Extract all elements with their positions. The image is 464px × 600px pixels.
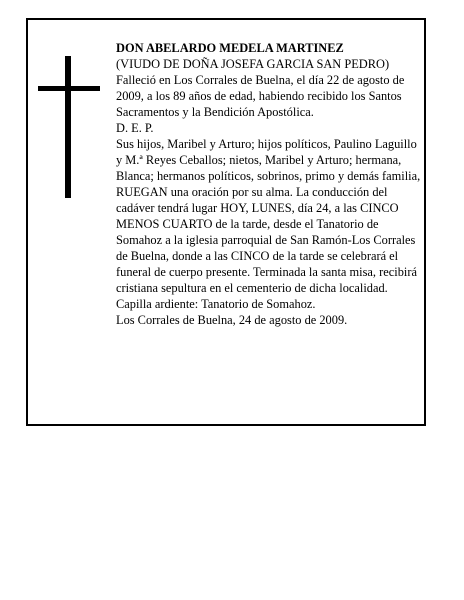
widower-line: (VIUDO DE DOÑA JOSEFA GARCIA SAN PEDRO)	[116, 57, 390, 71]
place-and-date: Los Corrales de Buelna, 24 de agosto de 2009.	[116, 313, 348, 327]
cross-vertical-bar	[65, 56, 71, 198]
latin-cross-icon	[38, 56, 102, 198]
dep-line: D. E. P.	[116, 121, 154, 135]
deceased-name: DON ABELARDO MEDELA MARTINEZ	[116, 41, 344, 55]
obituary-notice	[26, 18, 426, 426]
funeral-request: RUEGAN una oración por su alma. La conducción del cadáver tendrá lugar HOY, LUNES, día 24, a las CINCO MENOS CUARTO de la tarde, desde el Tanatorio de Somahoz a la iglesia parroquial de San Ramón-Los Corrales de Buelna, donde a las CINCO de la tarde se celebrará el funeral de cuerpo presente. Terminada la santa misa, recibirá cristiana sepultura en el cementerio de dicha localidad. Capilla ardiente: Tanatorio de Somahoz.	[116, 185, 417, 311]
death-announcement: Falleció en Los Corrales de Buelna, el día 22 de agosto de 2009, a los 89 años de edad, habiendo recibido los Santos Sacramentos y la Bendición Apostólica.	[116, 73, 405, 119]
notice-text	[116, 40, 422, 328]
cross-horizontal-bar	[38, 86, 100, 91]
family-list: Sus hijos, Maribel y Arturo; hijos políticos, Paulino Laguillo y M.ª Reyes Ceballos; nietos, Maribel y Arturo; hermana, Blanca; hermanos políticos, sobrinos, primo y demás familia,	[116, 137, 421, 183]
